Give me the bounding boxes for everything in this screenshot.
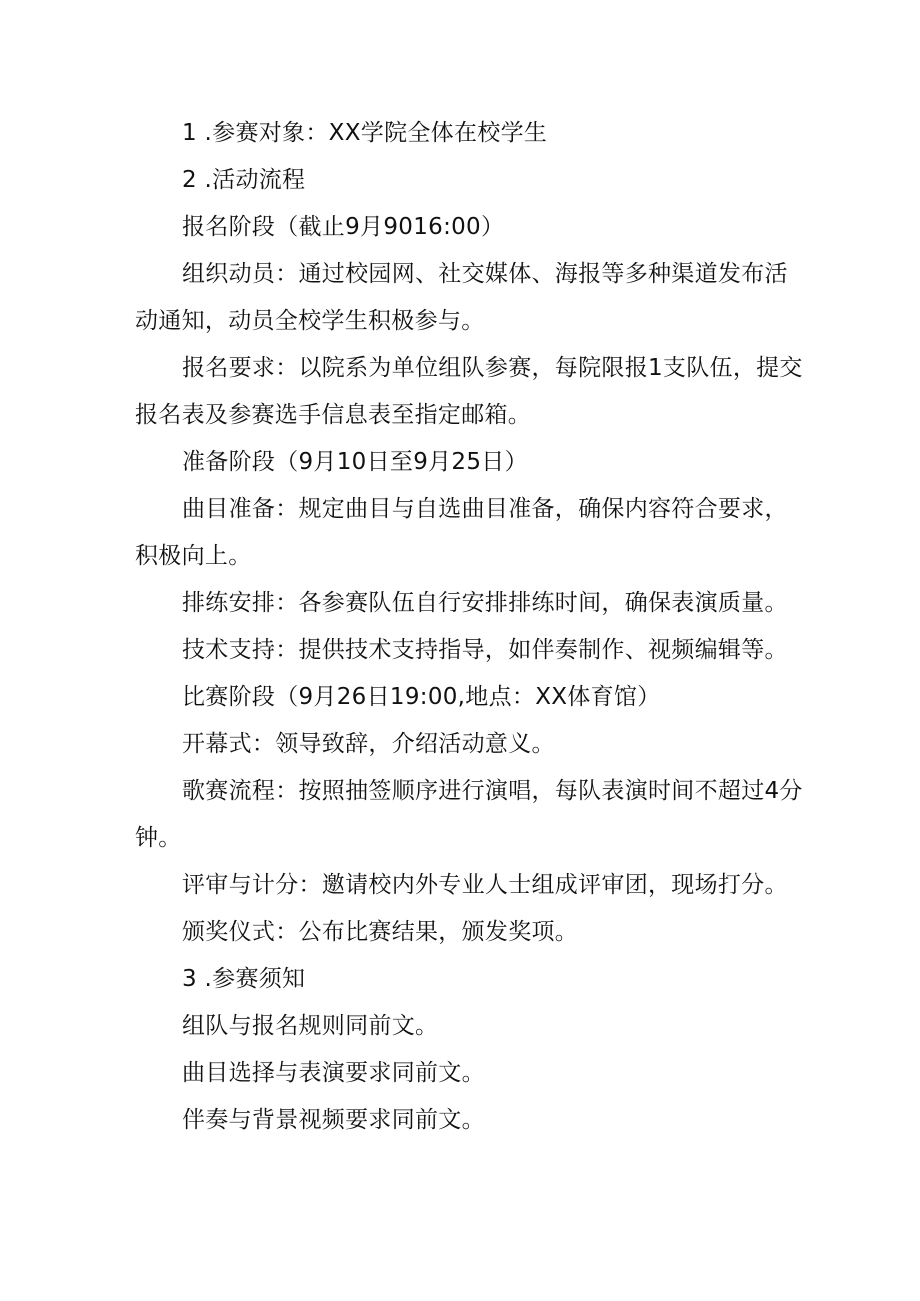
- document-body: [135, 110, 803, 1144]
- paragraph-line: 颁奖仪式：公布比赛结果，颁发奖项。: [182, 919, 579, 945]
- paragraph-line: 伴奏与背景视频要求同前文。: [182, 1107, 485, 1133]
- paragraph-line: 排练安排：各参赛队伍自行安排排练时间，确保表演质量。: [182, 590, 788, 616]
- preparation-stage-heading: 准备阶段（9月10日至9月25日）: [182, 449, 528, 475]
- paragraph-line: 动通知，动员全校学生积极参与。: [135, 308, 485, 334]
- paragraph-line: 歌赛流程：按照抽签顺序进行演唱，每队表演时间不超过4分: [182, 778, 803, 804]
- item-1-heading: 1 .参赛对象：XX学院全体在校学生: [182, 120, 548, 146]
- paragraph-line: 技术支持：提供技术支持指导，如伴奏制作、视频编辑等。: [182, 637, 788, 663]
- paragraph-line: 积极向上。: [135, 543, 252, 569]
- paragraph-line: 钟。: [135, 825, 182, 851]
- paragraph-line: 评审与计分：邀请校内外专业人士组成评审团，现场打分。: [182, 872, 788, 898]
- paragraph-line: 曲目准备：规定曲目与自选曲目准备，确保内容符合要求，: [182, 496, 788, 522]
- paragraph-line: 开幕式：领导致辞，介绍活动意义。: [182, 731, 555, 757]
- competition-stage-heading: 比赛阶段（9月26日19:00,地点：XX体育馆）: [182, 684, 661, 710]
- paragraph-line: 报名要求：以院系为单位组队参赛，每院限报1支队伍，提交: [182, 355, 803, 381]
- paragraph-line: 组队与报名规则同前文。: [182, 1013, 439, 1039]
- registration-stage-heading: 报名阶段（截止9月9016:00）: [182, 214, 505, 240]
- paragraph-line: 组织动员：通过校园网、社交媒体、海报等多种渠道发布活: [182, 261, 788, 287]
- item-3-heading: 3 .参赛须知: [182, 966, 306, 992]
- paragraph-line: 报名表及参赛选手信息表至指定邮箱。: [135, 402, 532, 428]
- paragraph-line: 曲目选择与表演要求同前文。: [182, 1060, 485, 1086]
- item-2-heading: 2 .活动流程: [182, 167, 306, 193]
